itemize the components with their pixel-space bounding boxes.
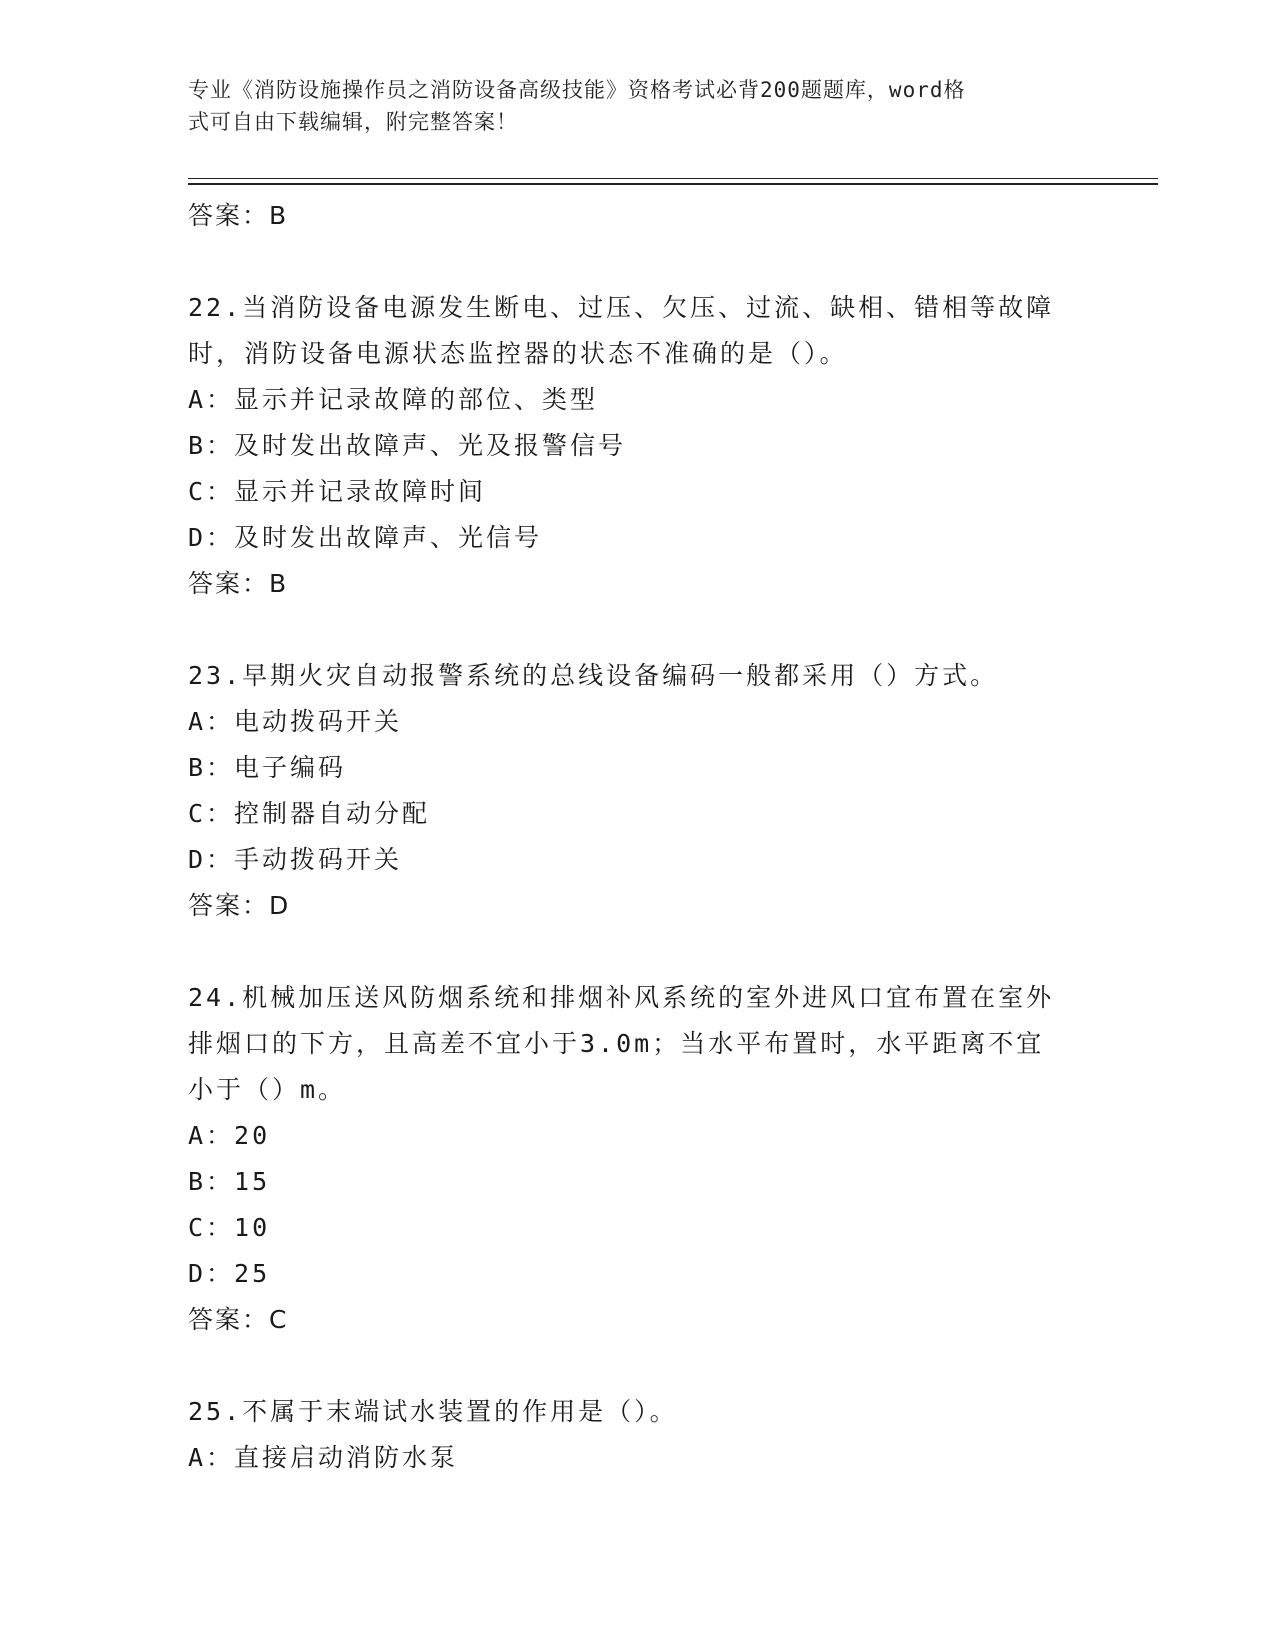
question-stem-line: 排烟口的下方，且高差不宜小于3.0m；当水平布置时，水平距离不宜 — [188, 1029, 1045, 1058]
option-a: A：显示并记录故障的部位、类型 — [188, 385, 599, 414]
previous-answer: 答案：B — [188, 201, 289, 230]
question-24 — [188, 975, 1088, 1343]
header-divider-thin — [188, 178, 1158, 179]
header-divider-thick — [188, 183, 1158, 185]
answer: 答案：D — [188, 891, 291, 920]
option-d: D：手动拨码开关 — [188, 845, 403, 874]
option-b: B：15 — [188, 1167, 271, 1196]
question-stem-line: 小于（）m。 — [188, 1075, 347, 1104]
spacer — [188, 1343, 1088, 1389]
option-d: D：及时发出故障声、光信号 — [188, 523, 543, 552]
option-a: A：直接启动消防水泵 — [188, 1443, 459, 1472]
question-stem-line: 23.早期火灾自动报警系统的总线设备编码一般都采用（）方式。 — [188, 661, 999, 690]
question-stem-line: 24.机械加压送风防烟系统和排烟补风系统的室外进风口宜布置在室外 — [188, 983, 1055, 1012]
question-stem-line: 25.不属于末端试水装置的作用是（）。 — [188, 1397, 678, 1426]
option-a: A：20 — [188, 1121, 271, 1150]
question-stem-line: 22.当消防设备电源发生断电、过压、欠压、过流、缺相、错相等故障 — [188, 293, 1055, 322]
spacer — [188, 239, 1088, 285]
answer: 答案：C — [188, 1305, 289, 1334]
question-22 — [188, 285, 1088, 607]
option-c: C：10 — [188, 1213, 271, 1242]
answer: 答案：B — [188, 569, 289, 598]
option-c: C：显示并记录故障时间 — [188, 477, 487, 506]
header-line-1: 专业《消防设施操作员之消防设备高级技能》资格考试必背200题题库，word格 — [188, 78, 966, 102]
question-25 — [188, 1389, 1088, 1481]
option-d: D：25 — [188, 1259, 271, 1288]
option-c: C：控制器自动分配 — [188, 799, 431, 828]
question-stem-line: 时，消防设备电源状态监控器的状态不准确的是（）。 — [188, 339, 848, 368]
spacer — [188, 607, 1088, 653]
spacer — [188, 929, 1088, 975]
document-header — [188, 74, 1068, 138]
question-list — [188, 193, 1088, 1481]
question-23 — [188, 653, 1088, 929]
header-line-2: 式可自由下载编辑，附完整答案！ — [188, 110, 518, 134]
option-b: B：电子编码 — [188, 753, 347, 782]
option-a: A：电动拨码开关 — [188, 707, 403, 736]
option-b: B：及时发出故障声、光及报警信号 — [188, 431, 627, 460]
